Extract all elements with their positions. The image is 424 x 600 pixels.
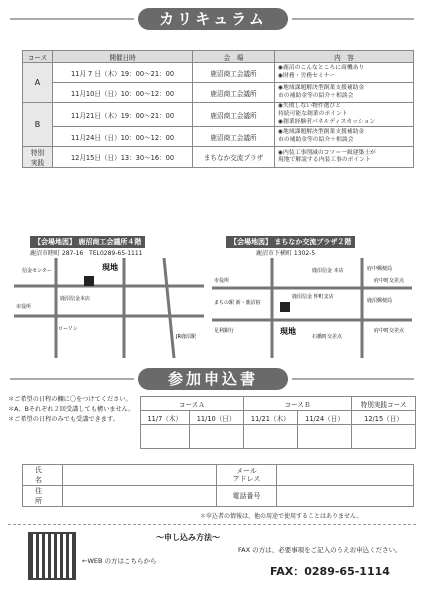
course-a-header: コースＡ xyxy=(141,397,244,411)
session-content xyxy=(275,103,414,127)
content-line: ◉内装工事削減のコツ＝一級建築士が xyxy=(278,149,376,156)
map2-mark: 現地 xyxy=(280,327,296,336)
header-content: 内 容 xyxy=(275,51,414,63)
table-row xyxy=(23,127,414,147)
map1 xyxy=(14,258,204,358)
phone-field[interactable] xyxy=(277,486,414,507)
session-venue: 鹿沼商工会議所 xyxy=(193,103,275,127)
session-content xyxy=(275,147,414,168)
map1-mark: 現地 xyxy=(102,263,118,272)
date-option[interactable]: 11/10（日） xyxy=(189,411,243,425)
session-venue: 鹿沼商工会議所 xyxy=(193,127,275,147)
fax-number: FAX：0289-65-1114 xyxy=(270,565,390,578)
map2-label: 【会場地図】 まちなか交流プラザ２階 xyxy=(226,236,355,248)
map2-mark: 足利銀行 xyxy=(214,328,235,334)
privacy-note: ＊申込者の情報は、他の用途で使用することはありません。 xyxy=(200,513,363,520)
session-date: 11月21日（木）19：00～21：00 xyxy=(53,103,193,127)
email-field[interactable] xyxy=(277,465,414,486)
name-field[interactable] xyxy=(63,465,217,486)
map2-mark: 府中町交差点 xyxy=(374,278,405,284)
fax-note: FAX の方は、必要事項をご記入のうえお申込ください。 xyxy=(238,546,402,554)
content-line: 現地で解説する内装工事のポイント xyxy=(278,157,371,164)
course-a: A xyxy=(23,63,53,103)
content-line: 市の補助金等の紹介＋相談会 xyxy=(278,136,354,143)
note-line: ＊A、Bそれぞれ２回受講しても構いません。 xyxy=(8,405,135,413)
map2-mark: 鹿沼郵便局 xyxy=(367,298,393,304)
select-cell[interactable] xyxy=(141,425,190,449)
table-row xyxy=(23,63,414,83)
address-label: 住 所 xyxy=(23,486,63,507)
curriculum-table xyxy=(22,50,414,168)
map1-mark: 鹿沼信金本店 xyxy=(60,296,91,302)
map2-mark: 鹿沼信金 本店 xyxy=(312,268,344,274)
table-row xyxy=(23,147,414,168)
content-line: 持続可能な創業のポイント xyxy=(278,110,348,117)
map1-label: 【会場地図】 鹿沼商工会議所４階 xyxy=(30,236,145,248)
map2-mark: 石橋町交差点 xyxy=(312,334,343,340)
address-field[interactable] xyxy=(63,486,217,507)
curriculum-title: カリキュラム xyxy=(138,8,288,30)
content-line: ◉失敗しない物件選びと xyxy=(278,103,342,109)
select-cell[interactable] xyxy=(352,425,416,449)
qr-code-icon[interactable] xyxy=(28,532,76,580)
email-label: メール アドレス xyxy=(217,465,277,486)
course-b-header: コースＢ xyxy=(243,397,351,411)
content-line: ◉財務・労務セミナー xyxy=(278,72,336,79)
header-course: コース xyxy=(23,51,53,63)
divider xyxy=(292,18,414,20)
session-date: 11月 7 日（木）19：00～21：00 xyxy=(53,63,193,83)
divider xyxy=(292,378,414,380)
course-special: 特別 実践 xyxy=(23,147,53,168)
divider xyxy=(10,378,134,380)
session-content xyxy=(275,83,414,103)
select-cell[interactable] xyxy=(243,425,297,449)
map2-mark: 鹿沼信金 仲町支店 xyxy=(292,294,334,300)
session-date: 11月10日（日）10：00～12：00 xyxy=(53,83,193,103)
table-row xyxy=(23,83,414,103)
map1-mark: 信金センター xyxy=(22,268,52,274)
content-line: ◉鹿沼のこんなところに商機あり xyxy=(278,64,365,71)
select-cell[interactable] xyxy=(297,425,351,449)
map2-mark: 府中町交差点 xyxy=(374,328,405,334)
date-option[interactable]: 11/7（木） xyxy=(141,411,190,425)
course-selection-table xyxy=(140,396,416,449)
header-venue: 会 場 xyxy=(193,51,275,63)
map2-address: 鹿沼市下横町 1302-5 xyxy=(256,250,316,257)
venue-marker xyxy=(84,276,94,286)
map2-mark: 市役所 xyxy=(214,278,230,284)
date-option[interactable]: 12/15（日） xyxy=(352,411,416,425)
apply-title: 参加申込書 xyxy=(138,368,288,390)
map2-mark: 府中郵便局 xyxy=(367,266,393,272)
apply-notes xyxy=(8,396,138,426)
session-date: 11月24日（日）10：00～12：00 xyxy=(53,127,193,147)
note-line: ＊ご希望の日程の欄に〇をつけてください。 xyxy=(8,396,132,403)
phone-label: 電話番号 xyxy=(217,486,277,507)
map2 xyxy=(212,258,412,358)
note-line: ＊ご希望の日程のみでも受講できます。 xyxy=(8,415,119,423)
map1-address: 鹿沼市睦町 287-16 TEL0289-65-1111 xyxy=(30,250,143,257)
table-row xyxy=(23,103,414,127)
map1-mark: ローソン xyxy=(58,326,78,332)
content-line: ◉創業経験者パネルディスカッション xyxy=(278,118,376,125)
divider xyxy=(8,524,416,525)
date-option[interactable]: 11/21（木） xyxy=(243,411,297,425)
session-content xyxy=(275,63,414,83)
content-line: ◉地域課題解決型創業支援補助金 xyxy=(278,129,365,136)
method-title: ～申し込み方法～ xyxy=(156,533,220,542)
session-date: 12月15日（日）13：30～16：00 xyxy=(53,147,193,168)
name-label: 氏 名 xyxy=(23,465,63,486)
web-caption: ←WEB の方はこちらから xyxy=(82,557,157,565)
map1-mark: 市役所 xyxy=(16,304,32,310)
header-datetime: 開催日時 xyxy=(53,51,193,63)
course-b: B xyxy=(23,103,53,147)
map1-mark: JR鹿沼駅 xyxy=(176,334,196,340)
session-venue: まちなか交流プラザ xyxy=(193,147,275,168)
session-content xyxy=(275,127,414,147)
special-header: 特別実践コース xyxy=(352,397,416,411)
applicant-form xyxy=(22,464,414,507)
session-venue: 鹿沼商工会議所 xyxy=(193,83,275,103)
select-cell[interactable] xyxy=(189,425,243,449)
content-line: 市の補助金等の紹介＋相談会 xyxy=(278,92,354,99)
map2-mark: まちの駅 新・鹿沼宿 xyxy=(214,300,261,306)
divider xyxy=(10,18,134,20)
venue-marker xyxy=(280,302,290,312)
date-option[interactable]: 11/24（日） xyxy=(297,411,351,425)
session-venue: 鹿沼商工会議所 xyxy=(193,63,275,83)
content-line: ◉地域課題解決型創業支援補助金 xyxy=(278,84,365,91)
